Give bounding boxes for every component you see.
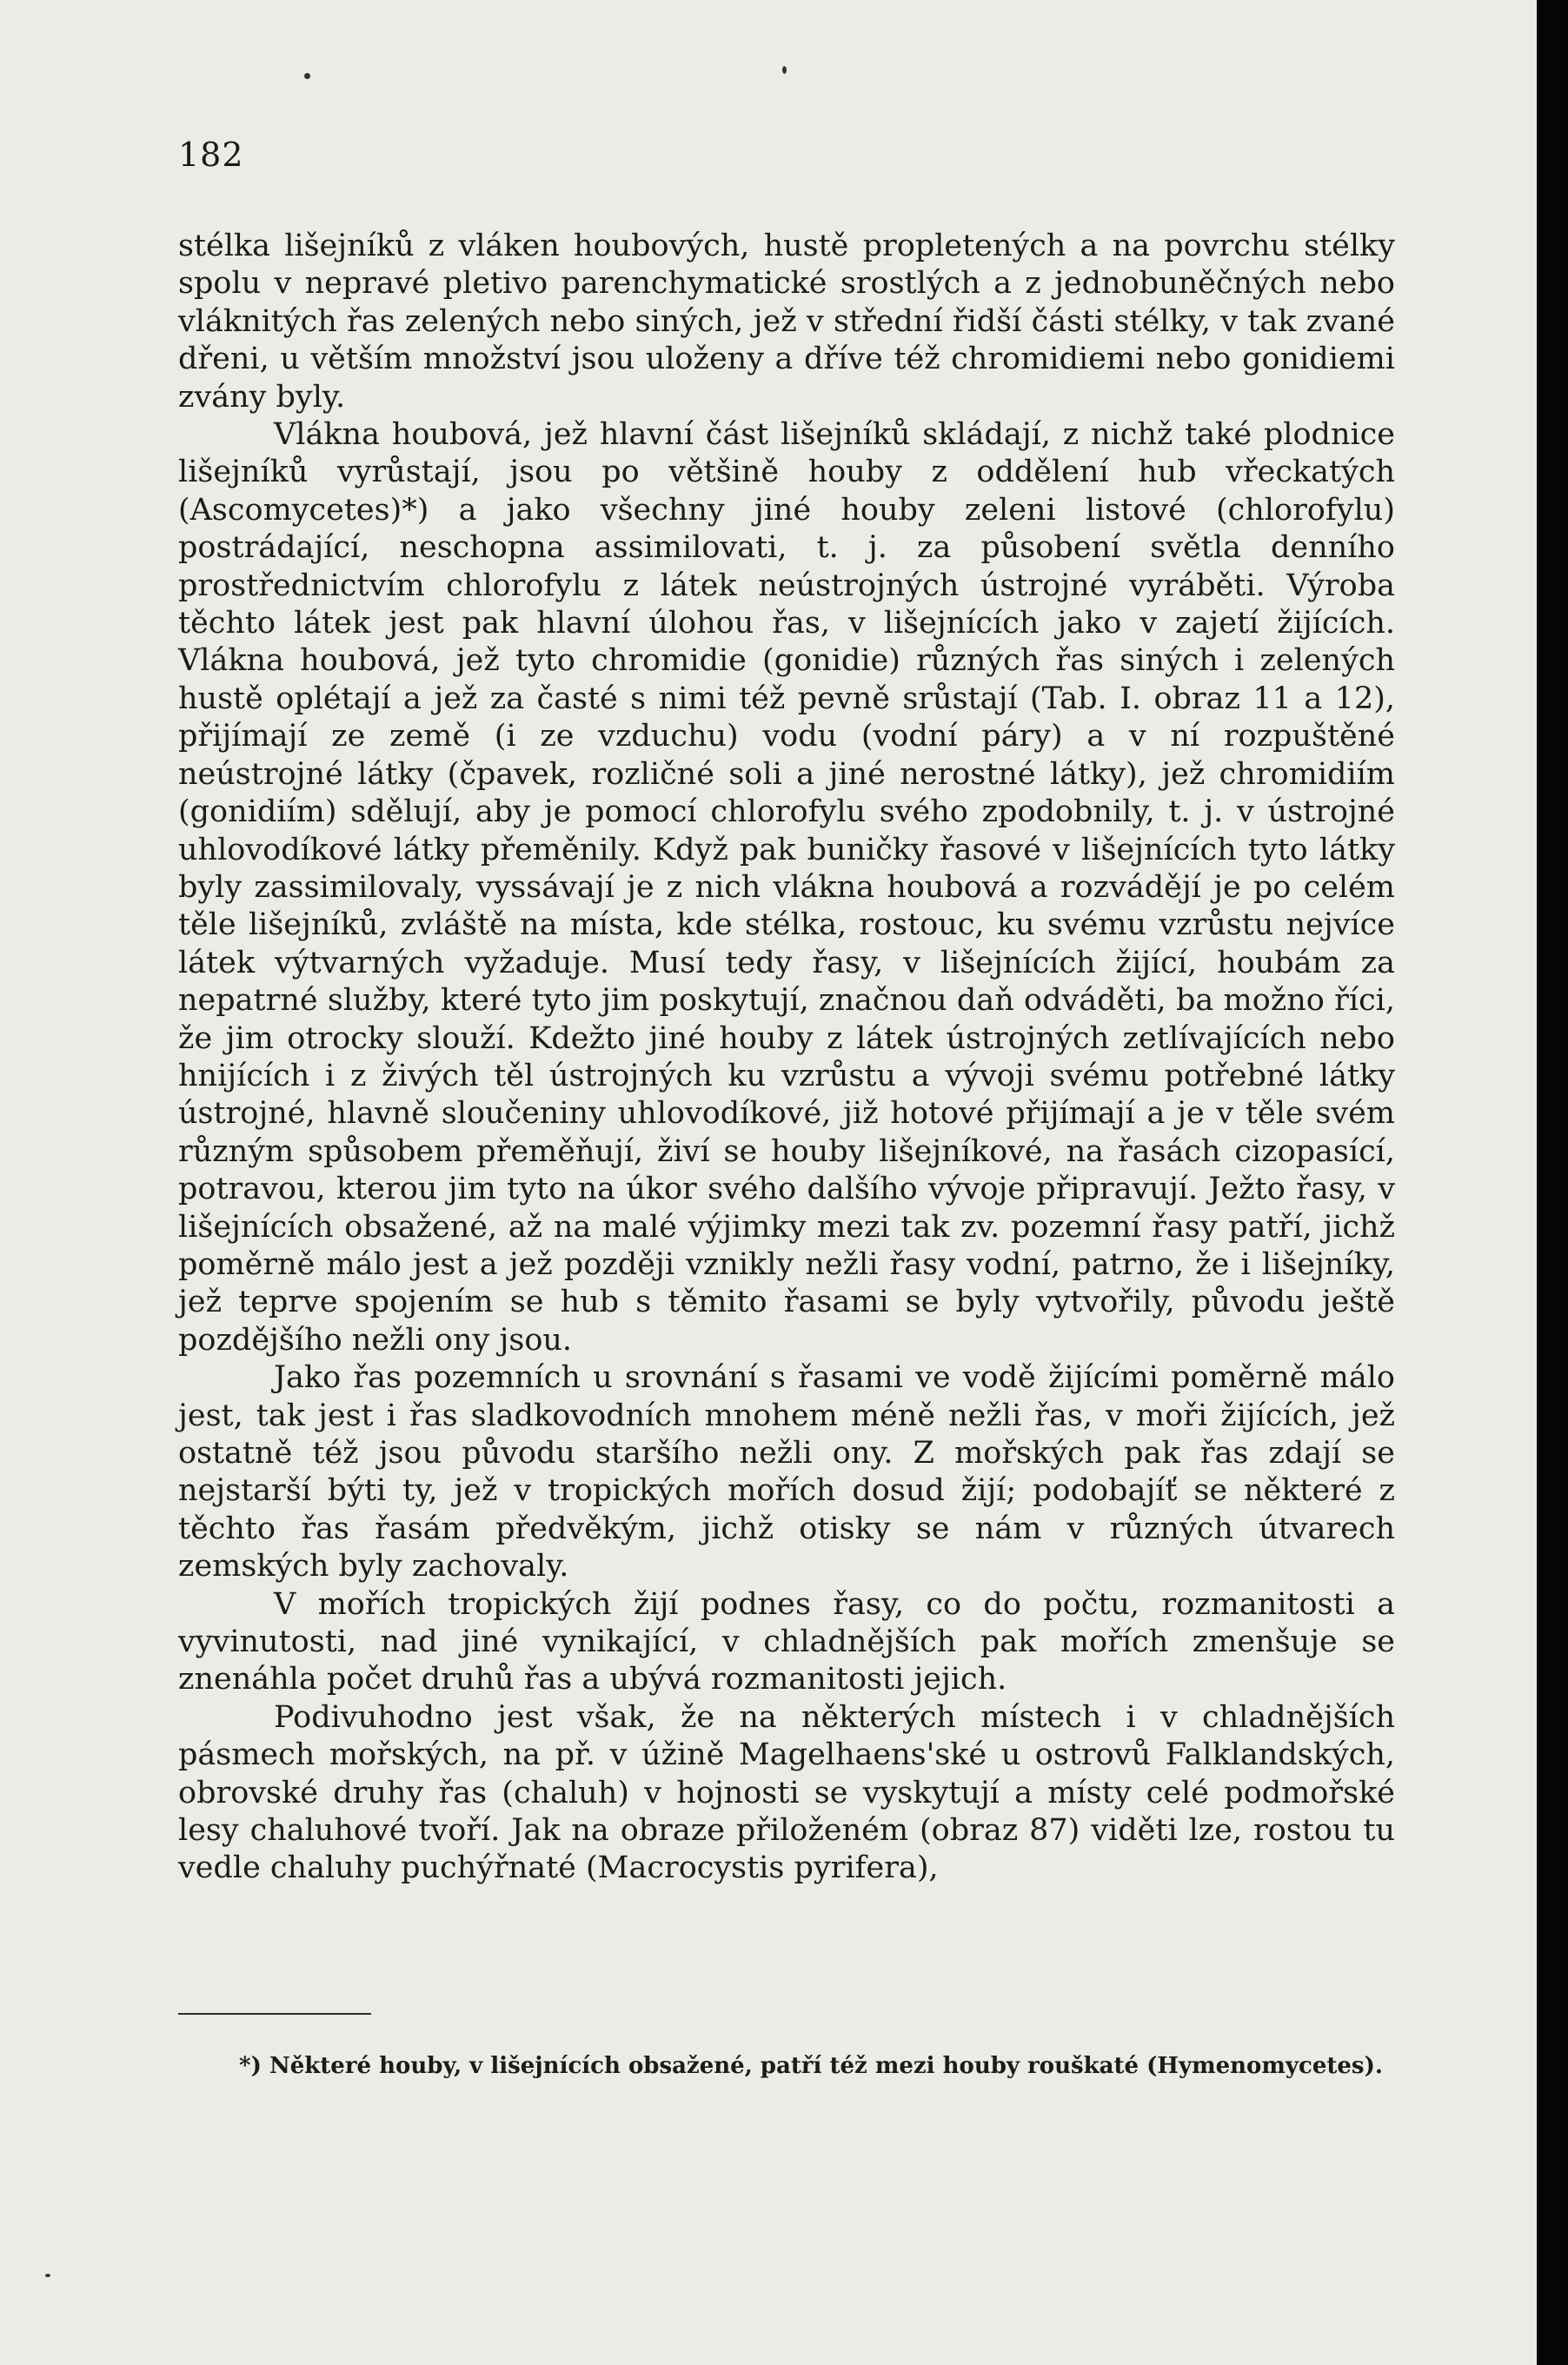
scan-speck — [304, 73, 310, 79]
paragraph: Podivuhodno jest však, že na některých místech i v chladnějších pásmech mořských, na př. v úžině Magelhaens'ské u ostrovů Falklandských, obrovské druhy řas (chaluh) v hojnosti se vyskytují a místy celé podmořské lesy chaluhové tvoří. Jak na obraze přiloženém (obraz 87) viděti lze, rostou tu vedle chaluhy puchýřnaté (Macrocystis pyrifera), — [178, 1699, 1395, 1886]
page-number: 182 — [178, 136, 244, 174]
footnote-rule — [178, 2013, 371, 2015]
paragraph: V mořích tropických žijí podnes řasy, co do počtu, rozmanitosti a vyvinutosti, nad jiné vynikající, v chladnějších pak mořích zmenšuje se znenáhla počet druhů řas a ubývá rozmanitosti jejich. — [178, 1586, 1395, 1697]
paragraph: Vlákna houbová, jež hlavní část lišejníků skládají, z nichž také plodnice lišejníků vyrůstají, jsou po většině houby z oddělení hub vřeckatých (Ascomycetes)*) a jako všechny jiné houby zeleni listové (chlorofylu) postrádající, neschopna assimilovati, t. j. za působení světla denního prostřednictvím chlorofylu z látek neústrojných ústrojné vyráběti. Výroba těchto látek jest pak hlavní úlohou řas, v lišejnících jako v zajetí žijících. Vlákna houbová, jež tyto chromidie (gonidie) různých řas siných i zelených hustě oplétají a jež za časté s nimi též pevně srůstají (Tab. I. obraz 11 a 12), přijímají ze země (i ze vzduchu) vodu (vodní páry) a v ní rozpuštěné neústrojné látky (čpavek, rozličné soli a jiné nerostné látky), jež chromidiím (gonidiím) sdělují, aby je pomocí chlorofylu svého zpodobnily, t. j. v ústrojné uhlovodíkové látky přeměnily. Když pak buničky řasové v lišejnících tyto látky byly zassimilovaly, vyssávají je z nich vlákna houbová a rozvádějí je po celém těle lišejníků, zvláště na místa, kde stélka, rostouc, ku svému vzrůstu nejvíce látek výtvarných vyžaduje. Musí tedy řasy, v lišejnících žijící, houbám za nepatrné služby, které tyto jim poskytují, značnou daň odváděti, ba možno říci, že jim otrocky slouží. Kdežto jiné houby z látek ústrojných zetlívajících nebo hnijících i z živých těl ústrojných ku vzrůstu a vývoji svému potřebné látky ústrojné, hlavně sloučeniny uhlovodíkové, již hotové přijímají a je v těle svém různým spůsobem přeměňují, živí se houby lišejníkové, na řasách cizopasící, potravou, kterou jim tyto na úkor svého dalšího vývoje připravují. Ježto řasy, v lišejnících obsažené, až na malé výjimky mezi tak zv. pozemní řasy patří, jichž poměrně málo jest a jež později vznikly nežli řasy vodní, patrno, že i lišejníky, jež teprve spojením se hub s těmito řasami se byly vytvořily, původu ještě pozdějšího nežli ony jsou. — [178, 417, 1395, 1358]
scan-border — [1537, 0, 1568, 2365]
paragraph: stélka lišejníků z vláken houbových, hustě propletených a na povrchu stélky spolu v nepravé pletivo parenchymatické srostlých a z jednobuněčných nebo vláknitých řas zelených nebo siných, jež v střední řidší části stélky, v tak zvané dřeni, u větším množství jsou uloženy a dříve též chromidiemi nebo gonidiemi zvány byly. — [178, 229, 1395, 415]
body-text — [178, 228, 1395, 1888]
paragraph: Jako řas pozemních u srovnání s řasami ve vodě žijícími poměrně málo jest, tak jest i řas sladkovodních mnohem méně nežli řas, v moři žijících, jež ostatně též jsou původu staršího nežli ony. Z mořských pak řas zdají se nejstarší býti ty, jež v tropických mořích dosud žijí; podobajíť se některé z těchto řas řasám předvěkým, jichž otisky se nám v různých útvarech zemských byly zachovaly. — [178, 1360, 1395, 1584]
footnote: *) Některé houby, v lišejnících obsažené, patří též mezi houby rouškaté (Hymenomycetes). — [239, 2053, 1383, 2079]
scan-speck — [782, 66, 787, 74]
scan-speck — [45, 2274, 50, 2277]
